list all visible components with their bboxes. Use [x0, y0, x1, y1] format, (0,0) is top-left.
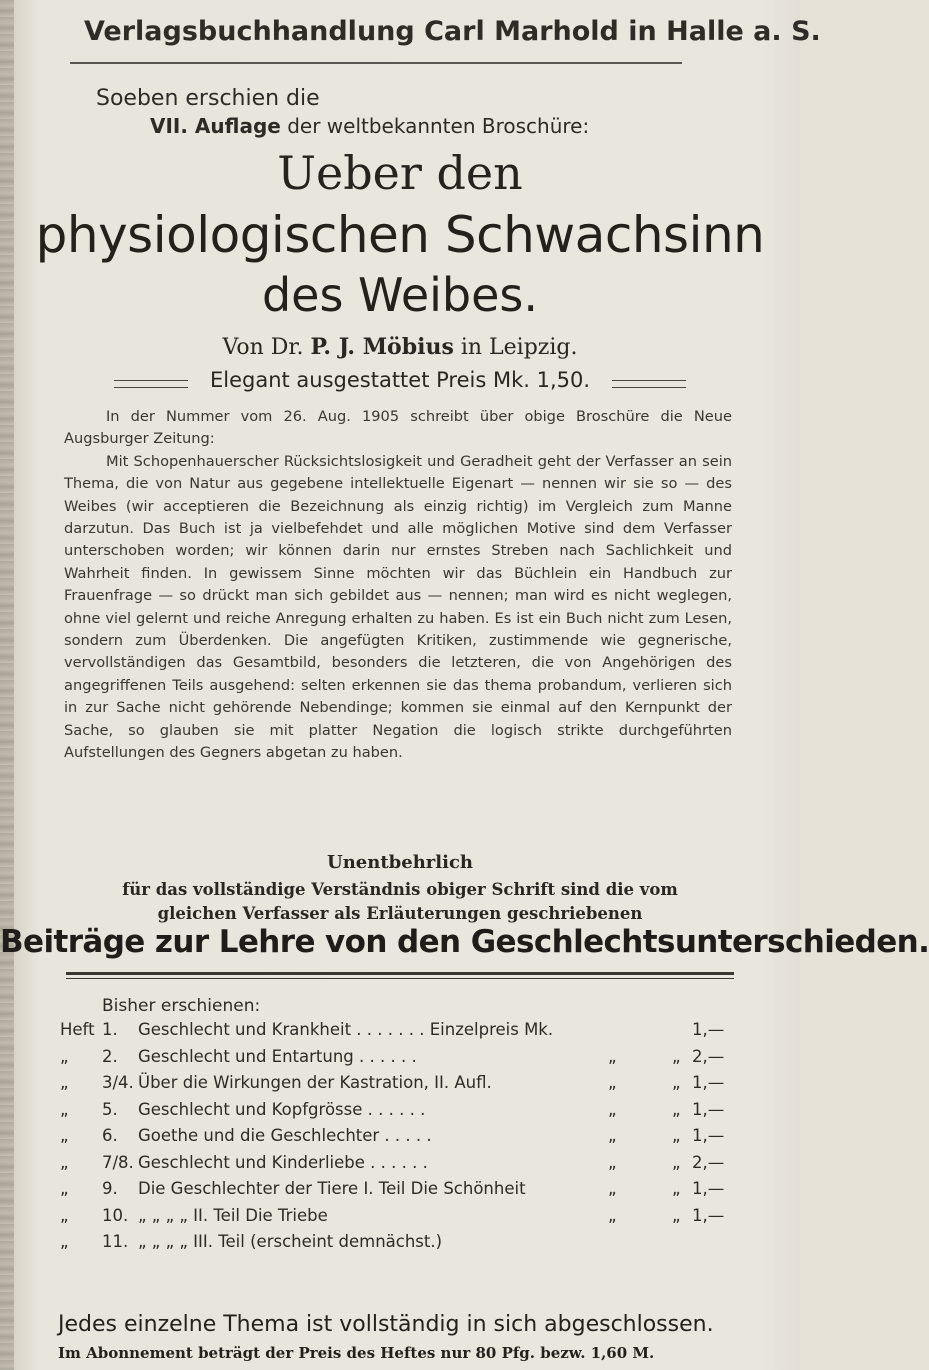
series-rule-thick: [66, 972, 734, 975]
edition-number: VII. Auflage: [150, 114, 281, 138]
intro-text: Soeben erschien die: [96, 86, 320, 111]
issue-number: 9.: [102, 1179, 118, 1198]
list-item: [60, 1020, 740, 1047]
issue-price: 1,—: [692, 1073, 725, 1092]
issue-number: 5.: [102, 1099, 118, 1119]
issue-title: Geschlecht und Kinderliebe . . . . . .: [138, 1152, 428, 1172]
list-item: [60, 1047, 740, 1074]
ditto-mark: „: [672, 1099, 681, 1119]
issue-price: 2,—: [692, 1046, 725, 1066]
book-title-line-2: physiologischen Schwachsinn: [35, 206, 765, 264]
list-item: [60, 1073, 740, 1100]
issue-number: 3/4.: [102, 1073, 134, 1092]
issue-prefix: „: [60, 1073, 69, 1092]
issue-prefix: „: [60, 1205, 69, 1225]
edition-rest: der weltbekannten Broschüre:: [280, 114, 590, 138]
issue-number: 10.: [102, 1205, 129, 1225]
issue-title: Geschlecht und Entartung . . . . . .: [138, 1046, 417, 1066]
ditto-mark: „: [608, 1046, 617, 1066]
issue-price: 1,—: [692, 1099, 725, 1119]
header-rule: [70, 62, 682, 64]
decorative-rule-right: [612, 380, 686, 388]
ditto-mark: „: [608, 1099, 617, 1119]
list-item: [60, 1232, 740, 1259]
ditto-mark: „: [608, 1126, 617, 1145]
issue-title: Goethe und die Geschlechter . . . . .: [138, 1126, 432, 1145]
review-text: [64, 406, 732, 765]
book-title-line-1: Ueber den: [277, 146, 523, 200]
list-item: [60, 1153, 740, 1180]
price-line: Elegant ausgestattet Preis Mk. 1,50.: [209, 368, 591, 392]
edition-line: [150, 114, 589, 138]
ditto-mark: „: [672, 1073, 681, 1092]
list-item: [60, 1206, 740, 1233]
ditto-mark: „: [672, 1046, 681, 1066]
issue-prefix: „: [60, 1046, 69, 1066]
published-label: Bisher erschienen:: [102, 996, 261, 1016]
series-rule-thin: [66, 978, 734, 979]
issue-title: „ „ „ „ III. Teil (erscheint demnächst.): [138, 1232, 443, 1251]
issue-title: Über die Wirkungen der Kastration, II. Aufl.: [138, 1073, 492, 1092]
issue-number: 6.: [102, 1126, 118, 1145]
issue-prefix: „: [60, 1232, 69, 1251]
author-line: [0, 334, 800, 360]
list-item: [60, 1179, 740, 1206]
series-subheading-1: für das vollständige Verständnis obiger Schrift sind die vom: [122, 880, 678, 899]
issue-prefix: „: [60, 1152, 69, 1172]
ditto-mark: „: [608, 1205, 617, 1225]
ditto-mark: „: [608, 1073, 617, 1092]
issue-prefix: „: [60, 1099, 69, 1119]
closing-statement: Jedes einzelne Thema ist vollständig in sich abgeschlossen.: [58, 1312, 714, 1337]
issue-number: 1.: [102, 1020, 118, 1039]
issue-number: 2.: [102, 1046, 118, 1066]
issue-price: 1,—: [692, 1205, 725, 1225]
book-title-line-3: des Weibes.: [261, 268, 539, 322]
series-subheading-2: gleichen Verfasser als Erläuterungen geschriebenen: [157, 904, 643, 923]
series-heading: Unentbehrlich: [327, 852, 473, 873]
issue-price: 1,—: [692, 1179, 725, 1198]
issue-title: Geschlecht und Kopfgrösse . . . . . .: [138, 1099, 426, 1119]
review-paragraph-2: Mit Schopenhauerscher Rücksichtslosigkeit und Geradheit geht der Verfasser an sein Thema, die von Natur aus gegebene intellektuelle Eigenart — nennen wir sie so — des Weibes (wir acceptieren die Bezeichnung als einzig richtig) im Vergleich zum Manne darzutun. Das Buch ist ja vielbefehdet und alle möglichen Motive sind dem Verfasser unterschoben worden; wir können darin nur ernstes Streben nach Sachlichkeit und Wahrheit finden. In gewissem Sinne möchten wir das Büchlein ein Handbuch zur Frauenfrage — so drückt man sich gebildet aus — nennen; man wird es nicht weglegen, ohne viel gelernt und reiche Anregung erhalten zu haben. Es ist ein Buch nicht zum Lesen, sondern zum Überdenken. Die angefügten Kritiken, zustimmende wie gegnerische, vervollständigen das Gesamtbild, besonders die letzteren, die von Angehörigen des angegriffenen Teils ausgehend: selten erkennen sie das thema probandum, verlieren sich in zur Sache nicht gehörende Nebendinge; kommen sie einmal auf den Kernpunkt der Sache, so glauben sie mit platter Negation die logisch strikte durchgeführten Aufstellungen des Gegners abgetan zu haben.: [64, 452, 732, 762]
issue-number: 11.: [102, 1232, 129, 1251]
issue-prefix: „: [60, 1126, 69, 1145]
series-title: Beiträge zur Lehre von den Geschlechtsunterschieden.: [0, 924, 929, 960]
issue-price: 1,—: [692, 1126, 725, 1145]
author-name: P. J. Möbius: [310, 334, 454, 360]
issue-prefix: „: [60, 1179, 69, 1198]
ditto-mark: „: [672, 1126, 681, 1145]
author-prefix: Von Dr.: [222, 335, 311, 360]
list-item: [60, 1100, 740, 1127]
subscription-note: Im Abonnement beträgt der Preis des Heftes nur 80 Pfg. bezw. 1,60 M.: [58, 1344, 655, 1362]
issue-prefix: Heft: [60, 1020, 95, 1039]
issue-title: „ „ „ „ II. Teil Die Triebe: [138, 1205, 328, 1225]
ditto-mark: „: [608, 1152, 617, 1172]
issue-price: 2,—: [692, 1152, 725, 1172]
issue-title: Geschlecht und Krankheit . . . . . . . Einzelpreis Mk.: [138, 1020, 554, 1039]
ditto-mark: „: [672, 1152, 681, 1172]
list-item: [60, 1126, 740, 1153]
review-paragraph-1: In der Nummer vom 26. Aug. 1905 schreibt über obige Broschüre die Neue Augsburger Zeitung:: [64, 408, 732, 448]
ditto-mark: „: [672, 1205, 681, 1225]
issue-list: [60, 1020, 740, 1259]
issue-price: 1,—: [692, 1020, 725, 1039]
issue-number: 7/8.: [102, 1152, 134, 1172]
ditto-mark: „: [672, 1179, 681, 1198]
publisher-header: Verlagsbuchhandlung Carl Marhold in Halle a. S.: [84, 16, 821, 47]
ditto-mark: „: [608, 1179, 617, 1198]
author-suffix: in Leipzig.: [453, 335, 578, 360]
issue-title: Die Geschlechter der Tiere I. Teil Die Schönheit: [138, 1179, 526, 1198]
